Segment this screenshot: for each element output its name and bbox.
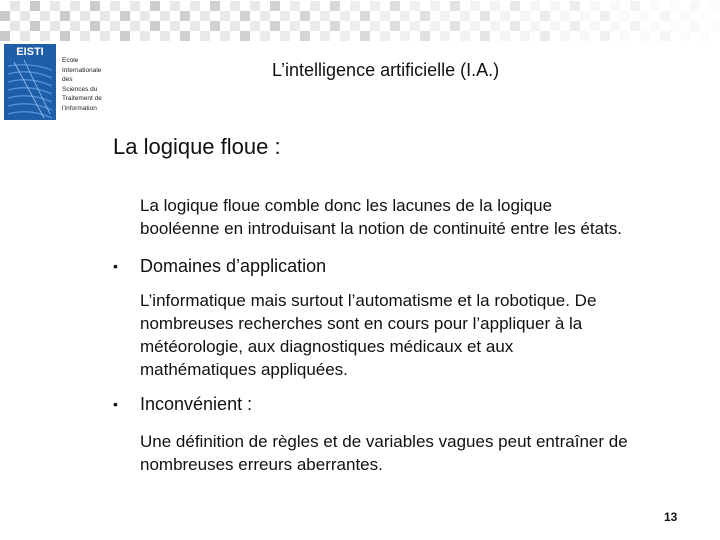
logo-caption xyxy=(62,56,122,113)
intro-paragraph xyxy=(140,194,622,240)
logo-caption-line: l'information xyxy=(62,104,97,112)
page-number: 13 xyxy=(664,510,678,524)
text-line: mathématiques appliquées. xyxy=(140,360,348,379)
bullet-drawback xyxy=(113,394,252,415)
drawback-paragraph xyxy=(140,430,628,476)
bullet-heading: Domaines d’application xyxy=(140,256,327,276)
text-line: L’informatique mais surtout l’automatisme et la robotique. De xyxy=(140,291,597,310)
text-line: nombreuses erreurs aberrantes. xyxy=(140,455,383,474)
text-line: booléenne en introduisant la notion de continuité entre les états. xyxy=(140,219,623,238)
text-line: météorologie, aux diagnostiques médicaux et aux xyxy=(140,337,514,356)
domains-paragraph xyxy=(140,289,596,381)
logo-caption-line: Ecole xyxy=(62,57,79,64)
logo-caption-line: des xyxy=(62,76,73,83)
logo-caption-line: Traitement de xyxy=(62,95,102,102)
text-line: Une définition de règles et de variables vagues peut entraîner de xyxy=(140,432,628,451)
slide-title: La logique floue : xyxy=(113,134,281,159)
decorative-header-pattern xyxy=(0,0,720,42)
bullet-domains xyxy=(113,256,326,277)
svg-text:EISTI: EISTI xyxy=(16,46,44,58)
text-line: nombreuses recherches sont en cours pour l’appliquer à la xyxy=(140,314,583,333)
bullet-heading: Inconvénient : xyxy=(140,394,253,414)
text-line: La logique floue comble donc les lacunes de la logique xyxy=(140,196,553,215)
bullet-icon: • xyxy=(113,258,118,274)
header-title: L’intelligence artificielle (I.A.) xyxy=(272,60,500,80)
bullet-icon: • xyxy=(113,396,118,412)
eisti-logo xyxy=(4,44,56,120)
logo-caption-line: Sciences du xyxy=(62,85,98,93)
logo-caption-line: Internationale xyxy=(62,66,102,74)
